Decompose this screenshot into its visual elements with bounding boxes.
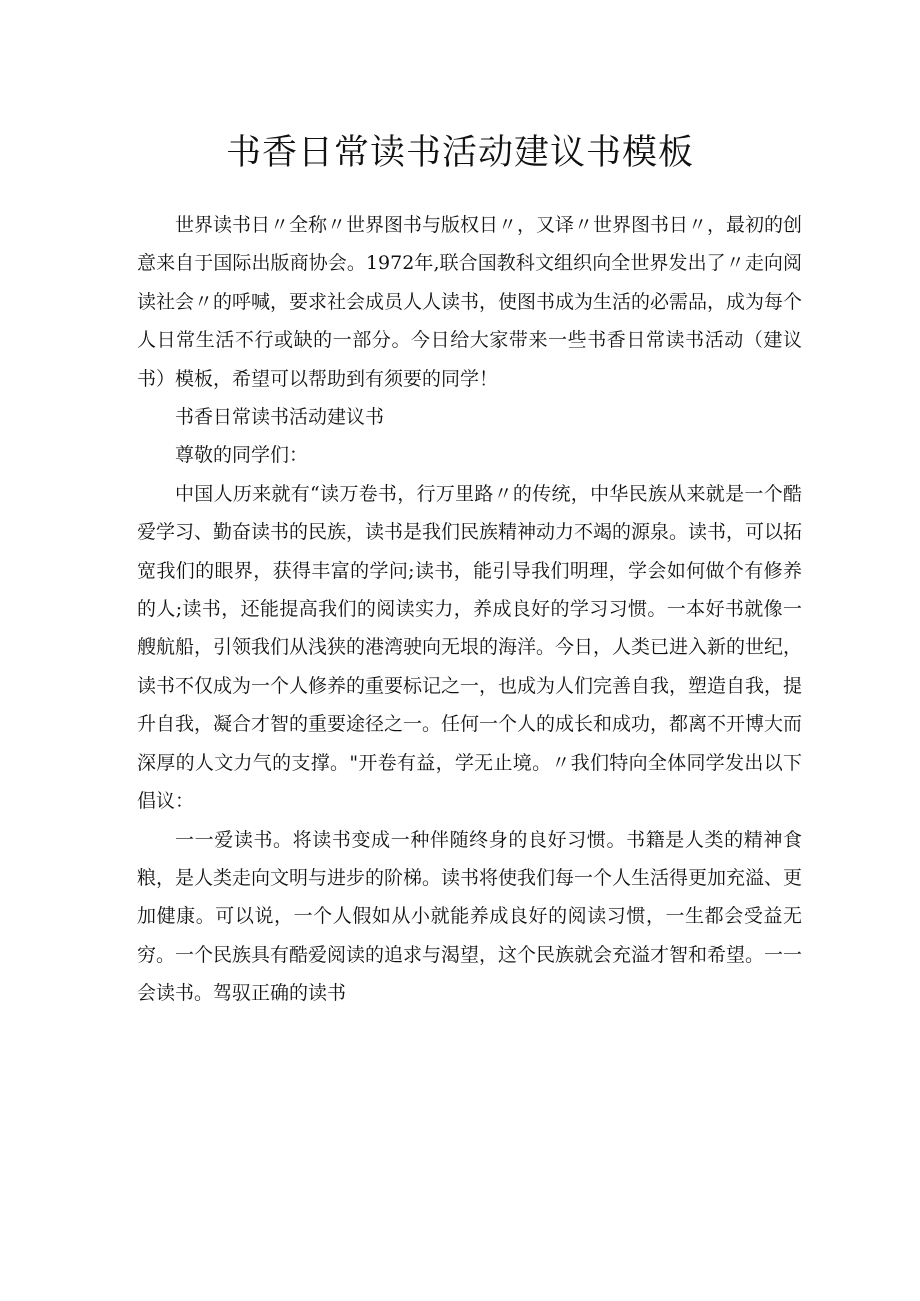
- intro-paragraph: 世界读书日〃全称〃世界图书与版权日〃，又译〃世界图书日〃，最初的创意来自于国际出版商协会。1972年,联合国教科文组织向全世界发出了〃走向阅读社会〃的呼喊，要求社会成员人人读书，使图书成为生活的必需品，成为每个人日常生活不行或缺的一部分。今日给大家带来一些书香日常读书活动（建议书）模板，希望可以帮助到有须要的同学！: [137, 214, 803, 390]
- body-paragraph: 一一爱读书。将读书变成一种伴随终身的良好习惯。书籍是人类的精神食粮，是人类走向文明与进步的阶梯。读书将使我们每一个人生活得更加充溢、更加健康。可以说，一个人假如从小就能养成良好的阅读习惯，一生都会受益无穷。一个民族具有酷爱阅读的追求与渴望，这个民族就会充溢才智和希望。一一会读书。驾驭正确的读书: [137, 828, 803, 1005]
- document-title: 书香日常读书活动建议书模板: [225, 133, 694, 173]
- section-heading: 书香日常读书活动建议书: [175, 406, 385, 429]
- body-paragraph: 中国人历来就有“读万卷书，行万里路〃的传统，中华民族从来就是一个酷爱学习、勤奋读书的民族，读书是我们民族精神动力不竭的源泉。读书，可以拓宽我们的眼界，获得丰富的学问;读书，能引导我们明理，学会如何做个有修养的人;读书，还能提高我们的阅读实力，养成良好的学习习惯。一本好书就像一艘航船，引领我们从浅狭的港湾驶向无垠的海洋。今日，人类已进入新的世纪，读书不仅成为一个人修养的重要标记之一，也成为人们完善自我，塑造自我，提升自我，凝合才智的重要途径之一。任何一个人的成长和成功，都离不开博大而深厚的人文力气的支撑。"开卷有益，学无止境。〃我们特向全体同学发出以下倡议：: [137, 482, 803, 813]
- salutation: 尊敬的同学们：: [175, 444, 309, 467]
- document-body: [137, 206, 802, 1013]
